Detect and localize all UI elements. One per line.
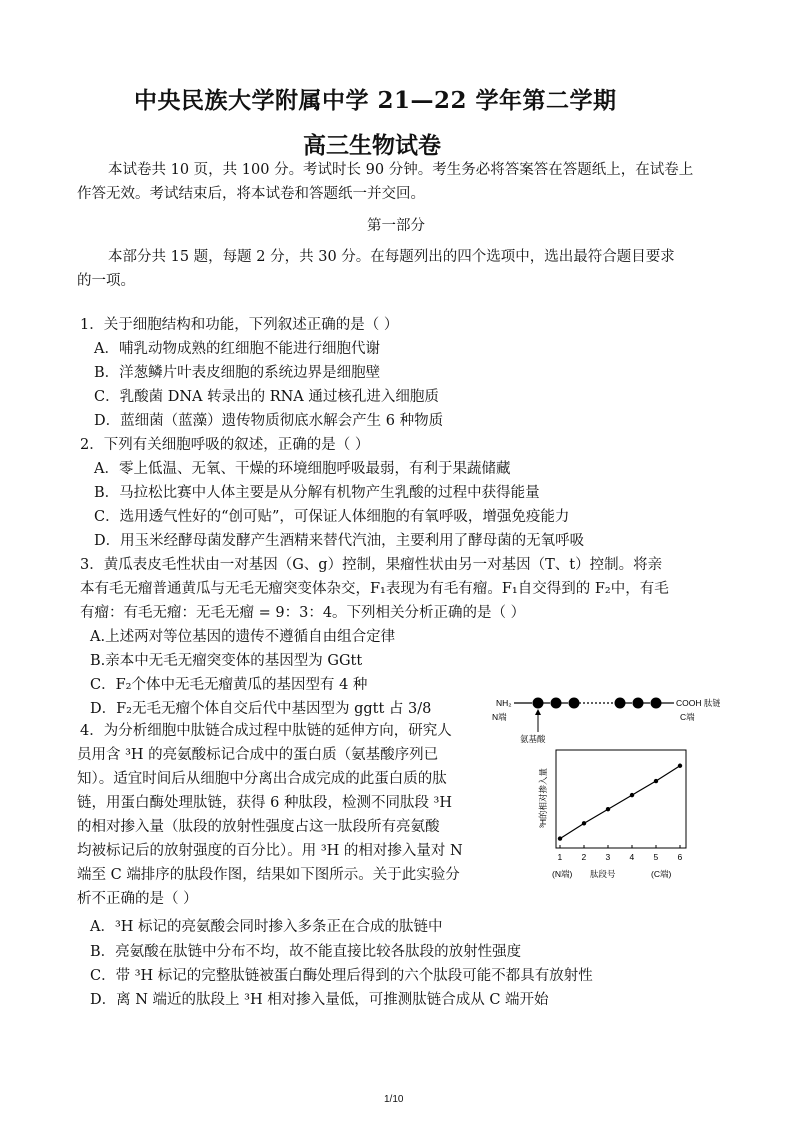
x-tick-label: 2 [581,852,587,862]
data-point [582,821,586,825]
amino-acid-label: 氨基酸 [520,734,546,744]
chart-svg [520,748,690,883]
q4-stem-line-2: 员用含 ³H 的亮氨酸标记合成中的蛋白质（氨基酸序列已 [77,747,439,763]
part-desc-line-1: 本部分共 15 题，每题 2 分，共 30 分。在每题列出的四个选项中，选出最符合题目要求 [108,249,675,265]
q1-option-d: D．蓝细菌（蓝藻）遗传物质彻底水解会产生 6 种物质 [94,413,444,429]
amino-acid-bead [533,698,544,709]
chart-frame [556,750,686,848]
peptide-chain-diagram [490,694,720,744]
chart-y-axis-label: ³H的相对掺入量 [538,768,548,828]
x-tick-label: 5 [653,852,659,862]
part-title: 第一部分 [367,218,425,234]
series-line [560,766,680,839]
x-tick-label: 1 [557,852,563,862]
q1-option-a: A．哺乳动物成熟的红细胞不能进行细胞代谢 [94,341,380,357]
amino-acid-bead [633,698,644,709]
incorporation-chart [520,748,690,883]
chart-x-n-end-label: (N端) [552,869,573,879]
cooh-label: COOH 肽链 [676,698,720,708]
q4-stem-line-8: 析不正确的是（ ） [77,891,198,907]
q3-option-a: A.上述两对等位基因的遗传不遵循自由组合定律 [90,629,396,645]
q2-option-a: A．零上低温、无氧、干燥的环境细胞呼吸最弱，有利于果蔬储藏 [94,461,511,477]
part-desc-line-2: 的一项。 [77,273,135,289]
q4-option-a: A．³H 标记的亮氨酸会同时掺入多条正在合成的肽链中 [90,919,443,935]
intro-line-2: 作答无效。考试结束后，将本试卷和答题纸一并交回。 [77,186,425,202]
q2-option-d: D．用玉米经酵母菌发酵产生酒精来替代汽油，主要利用了酵母菌的无氧呼吸 [94,533,585,549]
q4-stem-line-7: 端至 C 端排序的肽段作图，结果如下图所示。关于此实验分 [77,867,460,883]
q4-option-d: D．离 N 端近的肽段上 ³H 相对掺入量低，可推测肽链合成从 C 端开始 [90,992,549,1008]
q4-stem-line-3: 知）。适宜时间后从细胞中分离出合成完成的此蛋白质的肽 [77,771,447,787]
q3-stem-line-2: 本有毛无瘤普通黄瓜与无毛无瘤突变体杂交，F₁表现为有毛有瘤。F₁自交得到的 F₂中，有毛 [80,581,669,597]
chart-x-axis-label: 肽段号 [590,869,616,879]
amino-acid-bead [551,698,562,709]
x-tick-label: 6 [677,852,683,862]
q3-option-d: D．F₂无毛无瘤个体自交后代中基因型为 ggtt 占 3/8 [90,701,432,717]
amino-acid-bead [651,698,662,709]
q3-option-c: C．F₂个体中无毛无瘤黄瓜的基因型有 4 种 [90,677,368,693]
data-point [654,779,658,783]
q3-stem-line-1: 3．黄瓜表皮毛性状由一对基因（G、g）控制，果瘤性状由另一对基因（T、t）控制。将亲 [80,557,663,573]
c-end-label: C端 [680,712,695,722]
q2-stem: 2．下列有关细胞呼吸的叙述，正确的是（ ） [80,437,370,453]
intro-line-1: 本试卷共 10 页，共 100 分。考试时长 90 分钟。考生务必将答案答在答题纸上，在试卷上 [108,162,694,178]
exam-subtitle: 高三生物试卷 [303,132,441,159]
n-end-label: N端 [492,712,507,722]
q2-option-b: B．马拉松比赛中人体主要是从分解有机物产生乳酸的过程中获得能量 [94,485,540,501]
exam-header-title: 中央民族大学附属中学 21—22 学年第二学期 [134,87,617,114]
data-point [558,836,562,840]
q2-option-c: C．选用透气性好的“创可贴”，可保证人体细胞的有氧呼吸，增强免疫能力 [94,509,570,525]
nh2-label: NH₂ [496,698,512,708]
page-number: 1/10 [384,1094,404,1105]
q1-option-c: C．乳酸菌 DNA 转录出的 RNA 通过核孔进入细胞质 [94,389,439,405]
q4-stem-line-6: 均被标记后的放射强度的百分比）。用 ³H 的相对掺入量对 N [77,843,463,859]
amino-acid-bead [569,698,580,709]
x-tick-label: 3 [605,852,611,862]
q1-option-b: B．洋葱鳞片叶表皮细胞的系统边界是细胞壁 [94,365,381,381]
q4-stem-line-1: 4．为分析细胞中肽链合成过程中肽链的延伸方向，研究人 [80,723,452,739]
q4-option-b: B．亮氨酸在肽链中分布不均，故不能直接比较各肽段的放射性强度 [90,944,522,960]
q4-option-c: C．带 ³H 标记的完整肽链被蛋白酶处理后得到的六个肽段可能不都具有放射性 [90,968,593,984]
data-point [606,807,610,811]
amino-acid-bead [615,698,626,709]
x-tick-label: 4 [629,852,635,862]
q3-option-b: B.亲本中无毛无瘤突变体的基因型为 GGtt [90,653,363,669]
q4-stem-line-4: 链，用蛋白酶处理肽链，获得 6 种肽段，检测不同肽段 ³H [77,795,453,811]
q4-stem-line-5: 的相对掺入量（肽段的放射性强度占这一肽段所有亮氨酸 [77,819,440,835]
peptide-chain-svg [490,694,720,744]
q3-stem-line-3: 有瘤：有毛无瘤：无毛无瘤 = 9：3：4。下列相关分析正确的是（ ） [80,605,526,621]
data-point [678,764,682,768]
arrow-up-icon [535,709,541,715]
data-point [630,793,634,797]
chart-x-c-end-label: (C端) [651,869,672,879]
q1-stem: 1．关于细胞结构和功能，下列叙述正确的是（ ） [80,317,399,333]
